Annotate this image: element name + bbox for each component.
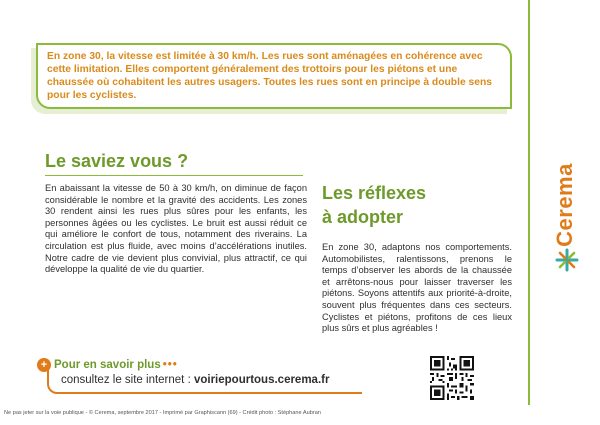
more-info-box <box>47 366 362 394</box>
cerema-logo-icon <box>555 248 579 272</box>
intro-box <box>36 43 512 109</box>
saviez-title: Le saviez vous ? <box>45 151 189 171</box>
footer-credits: Ne pas jeter sur la voie publique - © Cerema, septembre 2017 - Imprimé par Graphiscann (69) - Crédit photo : Stéphane Aubran <box>4 410 321 416</box>
intro-text: En zone 30, la vitesse est limitée à 30 km/h. Les rues sont aménagées en cohérence avec cette limitation. Elles comportent généralement des trottoirs pour les piétons et une chaussée où cohabitent les autres usagers. Toutes les rues sont en principe à double sens pour les cyclistes. <box>47 51 492 101</box>
dots-decoration: ••• <box>162 359 178 371</box>
reflexes-text: En zone 30, adaptons nos comportements. Automobilistes, ralentissons, prenons le temps d’observer les abords de la chaussée et arrêtons-nous pour laisser traverser les piétons. Soyons attentifs aux priorité-à-droite, souvent plus fréquentes dans ces secteurs. Cyclistes et piétons, profitons de ces lieux plus sûrs et plus agréables ! <box>322 242 512 334</box>
saviez-title-underline <box>45 175 303 176</box>
more-info-prefix: consultez le site internet : <box>61 374 194 386</box>
website-link[interactable]: voiriepourtous.cerema.fr <box>193 374 330 386</box>
more-info-badge: + <box>37 358 51 372</box>
reflexes-title <box>322 181 426 229</box>
qr-code-icon <box>430 356 474 400</box>
more-info-label: Pour en savoir plus <box>54 359 161 371</box>
reflexes-title-line2: à adopter <box>322 207 404 227</box>
brand-block <box>530 130 600 290</box>
saviez-text: En abaissant la vitesse de 50 à 30 km/h, on diminue de façon considérable le nombre et la gravité des accidents. Les zones 30 rendent ainsi les rues plus sûres pour les enfants, les personnes âgées ou les cyclistes. Le bruit est aussi réduit ce qui améliore le confort de tous, notamment des riverains. La circulation est plus fluide, avec moins d’accélérations inutiles. Notre cadre de vie devient plus convivial, plus attractif, ce qui développe la qualité de vie du quartier. <box>45 183 307 275</box>
reflexes-title-line1: Les réflexes <box>322 183 427 203</box>
brand-name: Cerema <box>552 163 577 247</box>
